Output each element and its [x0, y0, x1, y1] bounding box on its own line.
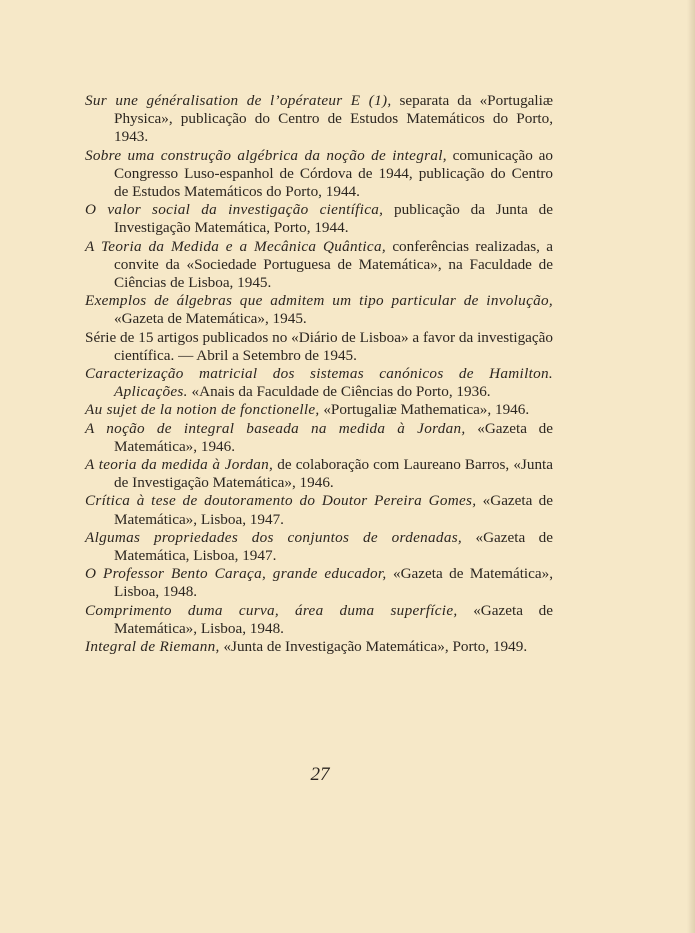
- bibliography-entry: [85, 201, 553, 237]
- entry-details: de colaboração com Laureano Barros, «Junta de Investigação Matemática», 1946.: [114, 456, 553, 492]
- bibliography-entry: [85, 565, 553, 601]
- entry-details: Série de 15 artigos publicados no «Diário de Lisboa» a favor da investigação científica. — Abril a Setembro de 1945.: [85, 328, 553, 364]
- entry-title: A noção de integral baseada na medida à Jordan,: [85, 419, 466, 437]
- entry-title: Comprimento duma curva, área duma superfície,: [85, 601, 458, 619]
- bibliography-entry: [85, 365, 553, 401]
- bibliography-entry: [85, 92, 553, 147]
- entry-details: «Gazeta de Matemática», 1946.: [114, 419, 553, 455]
- entry-title: Integral de Riemann,: [85, 638, 220, 656]
- entry-title: Sobre uma construção algébrica da noção de integral,: [85, 146, 447, 164]
- entry-details: «Portugaliæ Mathematica», 1946.: [319, 401, 530, 419]
- entry-title: Crítica à tese de doutoramento do Doutor Pereira Gomes,: [85, 492, 477, 510]
- bibliography-entry: [85, 529, 553, 565]
- entry-details: «Gazeta de Matemática», Lisboa, 1947.: [114, 492, 553, 528]
- bibliography-entry: [85, 238, 553, 293]
- entry-title: Au sujet de la notion de fonctionelle,: [85, 401, 320, 419]
- entry-details: «Anais da Faculdade de Ciências do Porto, 1936.: [187, 383, 491, 401]
- entry-title: O Professor Bento Caraça, grande educador,: [85, 565, 387, 583]
- bibliography-entry: [85, 638, 553, 656]
- entry-details: «Gazeta de Matemática», Lisboa, 1948.: [114, 565, 554, 601]
- entry-title: A teoria da medida à Jordan,: [85, 456, 274, 474]
- bibliography-entry: [85, 602, 553, 638]
- page-number: 27: [310, 764, 330, 785]
- entry-title: Caracterização matricial dos sistemas canónicos de Hamilton. Aplicações.: [85, 365, 553, 401]
- entry-title: O valor social da investigação científica,: [85, 201, 384, 219]
- bibliography-entry: [85, 420, 553, 456]
- entry-details: comunicação ao Congresso Luso-espanhol de Córdova de 1944, publicação do Centro de Estudos Matemáticos do Porto, 1944.: [114, 146, 553, 201]
- entry-title: Algumas propriedades dos conjuntos de ordenadas,: [85, 528, 463, 546]
- entry-title: Sur une généralisation de l’opérateur E (1),: [85, 92, 392, 109]
- entry-details: conferências realizadas, a convite da «Sociedade Portuguesa de Matemática», na Faculdade de Ciências de Lisboa, 1945.: [114, 237, 553, 292]
- entry-title: Exemplos de álgebras que admitem um tipo particular de involução,: [85, 292, 553, 310]
- entry-details: publicação da Junta de Investigação Matemática, Porto, 1944.: [114, 201, 553, 237]
- entry-title: A Teoria da Medida e a Mecânica Quântica,: [85, 237, 386, 255]
- entry-details: «Junta de Investigação Matemática», Porto, 1949.: [219, 638, 528, 656]
- bibliography-entry: [85, 401, 553, 419]
- bibliography-entry: [85, 329, 553, 365]
- bibliography-entry: [85, 492, 553, 528]
- entry-details: «Gazeta de Matemática», Lisboa, 1948.: [114, 601, 553, 637]
- entry-details: separata da «Portugaliæ Physica», publicação do Centro de Estudos Matemáticos do Porto, 1943.: [114, 92, 553, 146]
- entry-details: «Gazeta de Matemática», 1945.: [114, 310, 307, 328]
- bibliography-entry: [85, 456, 553, 492]
- entry-details: «Gazeta de Matemática, Lisboa, 1947.: [114, 528, 553, 565]
- bibliography-entry: [85, 292, 553, 328]
- bibliography-list: [85, 92, 553, 656]
- bibliography-entry: [85, 147, 553, 202]
- page-edge-shadow: [687, 0, 695, 933]
